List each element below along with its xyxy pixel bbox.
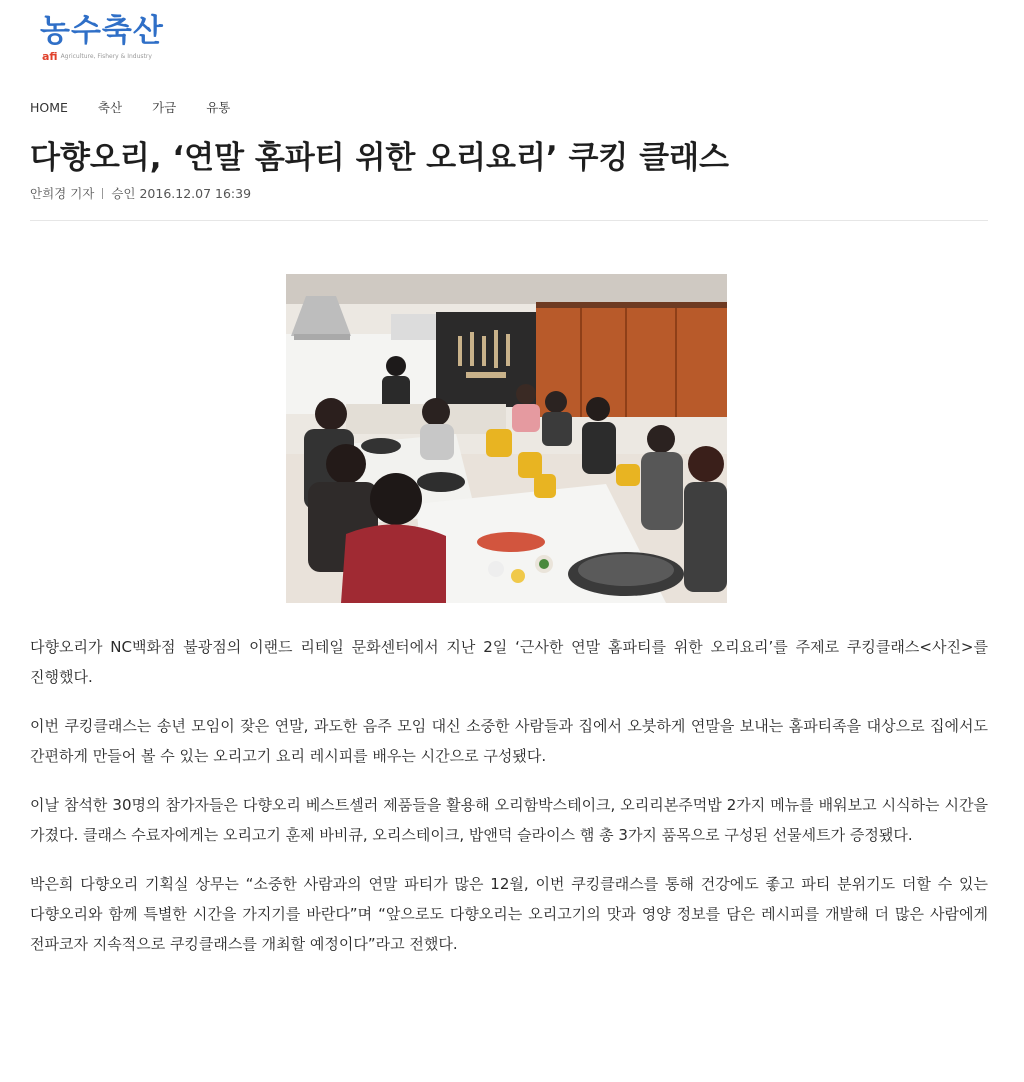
article-body [30, 632, 988, 978]
article-paragraph-2: 이번 쿠킹클래스는 송년 모임이 잦은 연말, 과도한 음주 모임 대신 소중한 사람들과 집에서 오붓하게 연말을 보내는 홈파티족을 대상으로 집에서도 간편하게 만들어 볼 수 있는 오리고기 요리 레시피를 배우는 시간으로 구성됐다. [30, 717, 988, 765]
article-headline: 다향오리, ‘연말 홈파티 위한 오리요리’ 쿠킹 클래스 [30, 140, 730, 176]
approval-date: 승인 2016.12.07 16:39 [111, 186, 252, 201]
nav-item-poultry[interactable]: 가금 [152, 100, 177, 115]
article-paragraph-4: 박은희 다향오리 기획실 상무는 “소중한 사람과의 연말 파티가 많은 12월, 이번 쿠킹클래스를 통해 건강에도 좋고 파티 분위기도 더할 수 있는 다향오리와 함께 특별한 시간을 가지기를 바란다”며 “앞으로도 다향오리는 오리고기의 맛과 영양 정보를 담은 레시피를 개발해 더 많은 사람에게 전파코자 지속적으로 쿠킹클래스를 개최할 예정이다”라고 전했다. [30, 875, 988, 953]
cooking-class-photo-illustration [286, 274, 727, 603]
breadcrumb-nav [30, 99, 230, 117]
article-photo [286, 274, 727, 603]
nav-item-home[interactable]: HOME [30, 100, 68, 115]
logo-brand: afi [42, 50, 58, 63]
nav-item-distribution[interactable]: 유통 [206, 100, 231, 115]
article-paragraph-1: 다향오리가 NC백화점 불광점의 이랜드 리테일 문화센터에서 지난 2일 ‘근사한 연말 홈파티를 위한 오리요리’를 주제로 쿠킹클래스<사진>를 진행했다. [30, 638, 988, 686]
logo-subtitle [42, 50, 152, 64]
article-byline [30, 185, 251, 203]
header-divider [30, 220, 988, 221]
article-paragraph-3: 이날 참석한 30명의 참가자들은 다향오리 베스트셀러 제품들을 활용해 오리함박스테이크, 오리리본주먹밥 2가지 메뉴를 배워보고 시식하는 시간을 가졌다. 클래스 수료자에게는 오리고기 훈제 바비큐, 오리스테이크, 밥앤덕 슬라이스 햄 총 3가지 품목으로 구성된 선물세트가 증정됐다. [30, 796, 988, 844]
site-logo[interactable] [40, 12, 220, 66]
logo-title: 농수축산 [40, 13, 164, 49]
nav-item-livestock[interactable]: 축산 [97, 100, 123, 115]
byline-divider [102, 188, 103, 199]
logo-tagline: Agriculture, Fishery & Industry [60, 53, 152, 60]
author-name[interactable]: 안희경 기자 [30, 186, 95, 201]
